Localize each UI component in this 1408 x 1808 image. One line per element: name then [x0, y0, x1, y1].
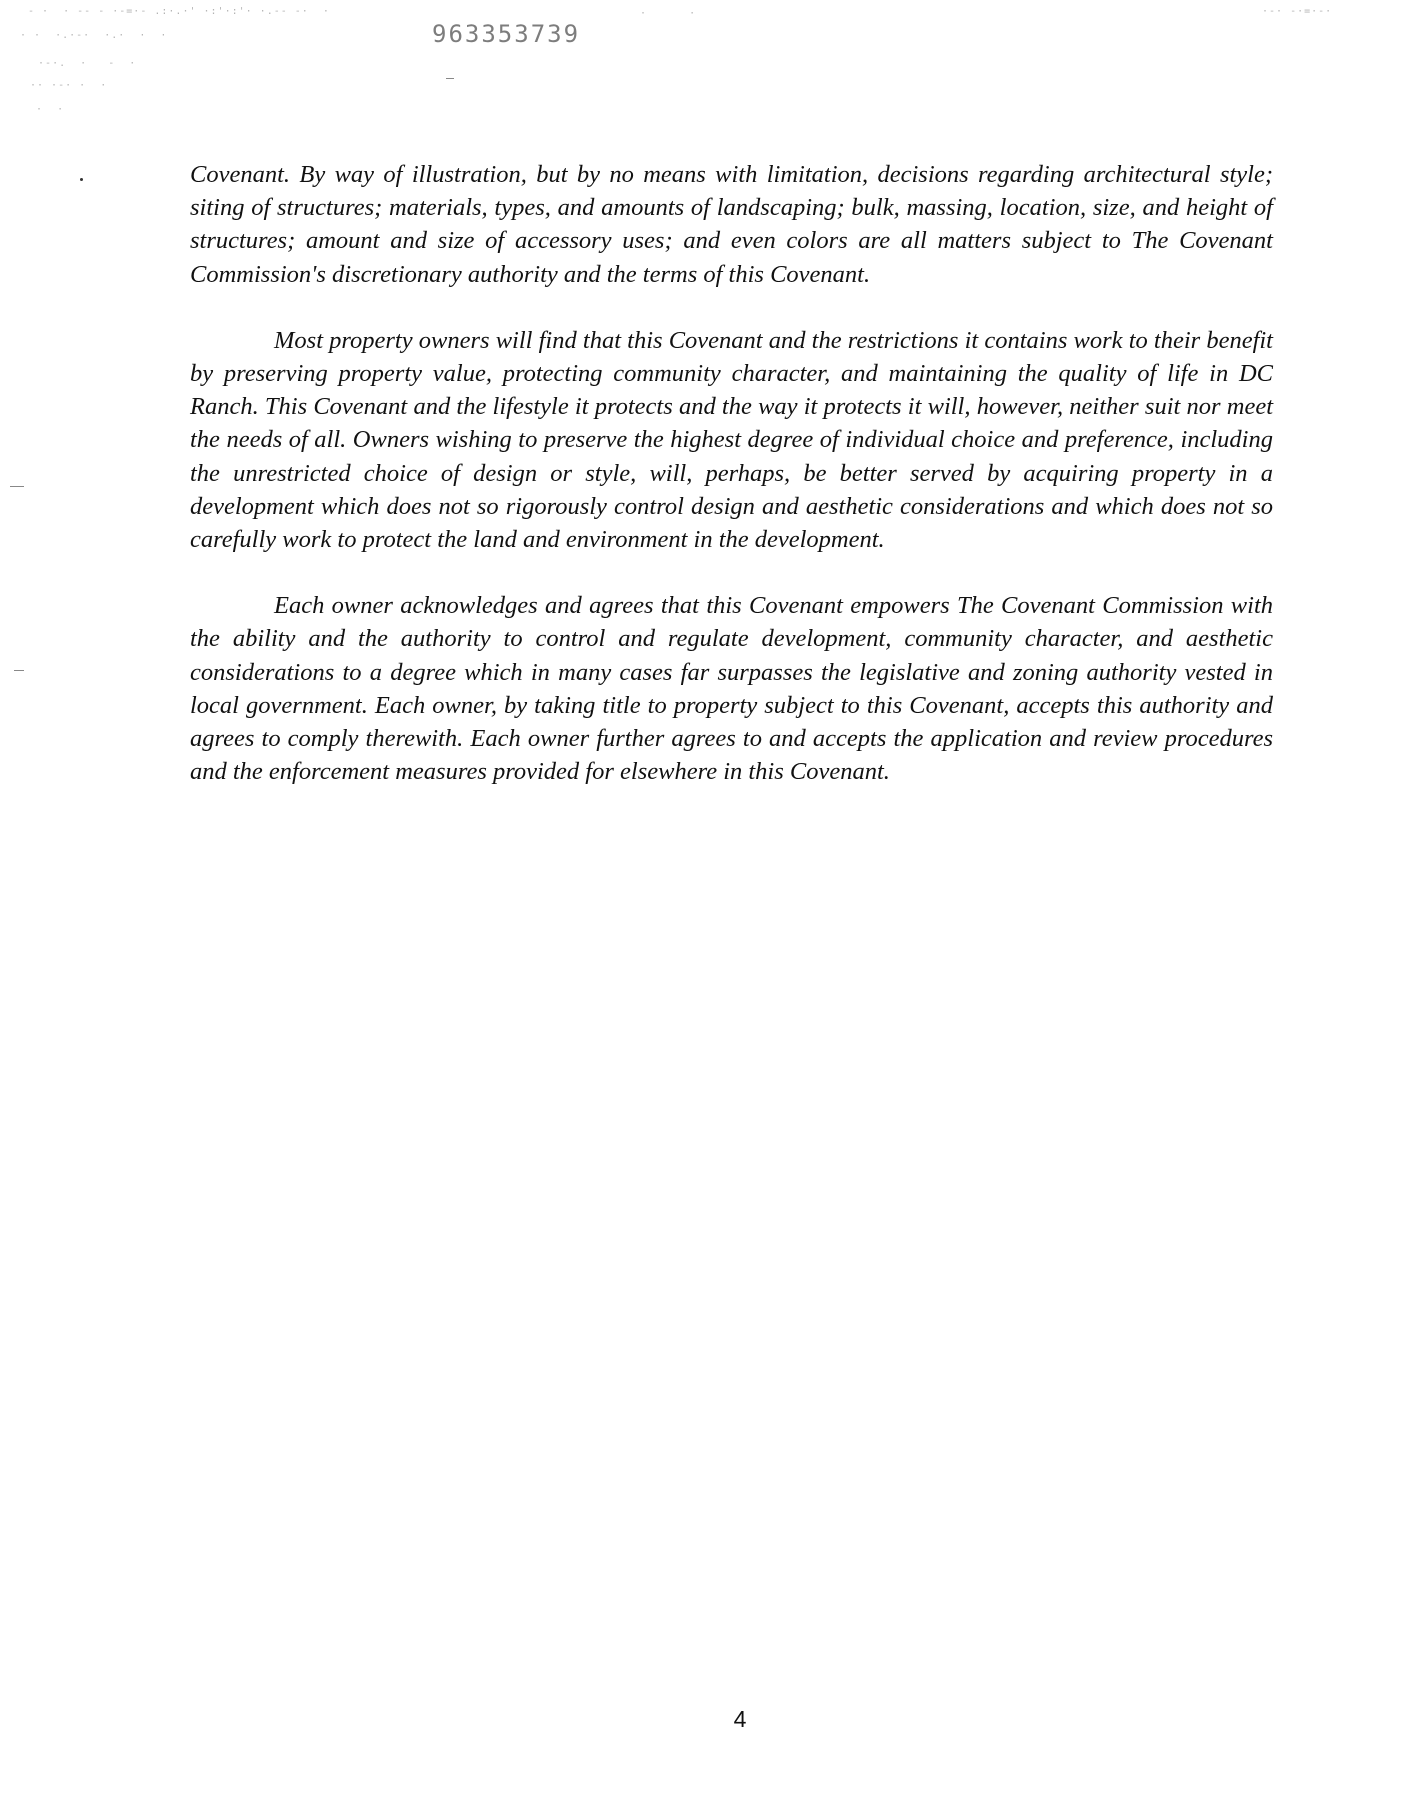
scan-noise-top-left-3: ·-·. · - · — [24, 58, 137, 69]
document-stamp-number: 963353739 — [432, 20, 581, 48]
scan-noise-top-left: - · · -- ‐ ·-=·- .:·.·' ·:'·:'· ·.-- -· · — [28, 6, 330, 17]
scan-noise-top-left-5: · · — [22, 104, 65, 115]
page-number: 4 — [733, 1706, 747, 1732]
paragraph-owner-acknowledges: Each owner acknowledges and agrees that this Covenant empowers The Covenant Commission with the ability and the authority to control and regulate development, community character, and aesthetic considerations to a degree which in many cases far surpasses the legislative and zoning authority vested in local government. Each owner, by taking title to property subject to this Covenant, accepts this authority and agrees to comply therewith. Each owner further agrees to and accepts the application and review procedures and the enforcement measures provided for elsewhere in this Covenant. — [190, 592, 1273, 786]
margin-mark-mid — [10, 486, 24, 487]
margin-mark-lower — [14, 670, 24, 671]
margin-mark-top — [446, 78, 454, 79]
scan-noise-top-left-2: · · ·.·-· ·.· · · — [20, 30, 168, 41]
margin-dot — [80, 178, 83, 181]
paragraph-property-owners: Most property owners will find that this Covenant and the restrictions it contains work to their benefit by preserving property value, protecting community character, and maintaining the quality of life in DC Ranch. This Covenant and the lifestyle it protects and the way it protects it will, however, neither suit nor meet the needs of all. Owners wishing to preserve the highest degree of individual choice and preference, including the unrestricted choice of design or style, will, perhaps, be better served by acquiring property in a development which does not so rigorously control design and aesthetic considerations and which does not so carefully work to protect the land and environment in the development. — [190, 326, 1273, 554]
scan-noise-top-right: ·-· -·=·-· — [1262, 6, 1333, 17]
scan-noise-top-middle: · · — [640, 8, 697, 19]
paragraph-covenant-illustration: Covenant. By way of illustration, but by no means with limitation, decisions regarding architectural style; siting of structures; materials, types, and amounts of landscaping; bulk, massing, location, size, and height of structures; amount and size of accessory uses; and even colors are all matters subject to The Covenant Commission's discretionary authority and the terms of this Covenant. — [190, 161, 1273, 288]
document-body — [190, 158, 1273, 821]
scan-noise-top-left-4: ·· ·-· · · — [30, 80, 108, 91]
